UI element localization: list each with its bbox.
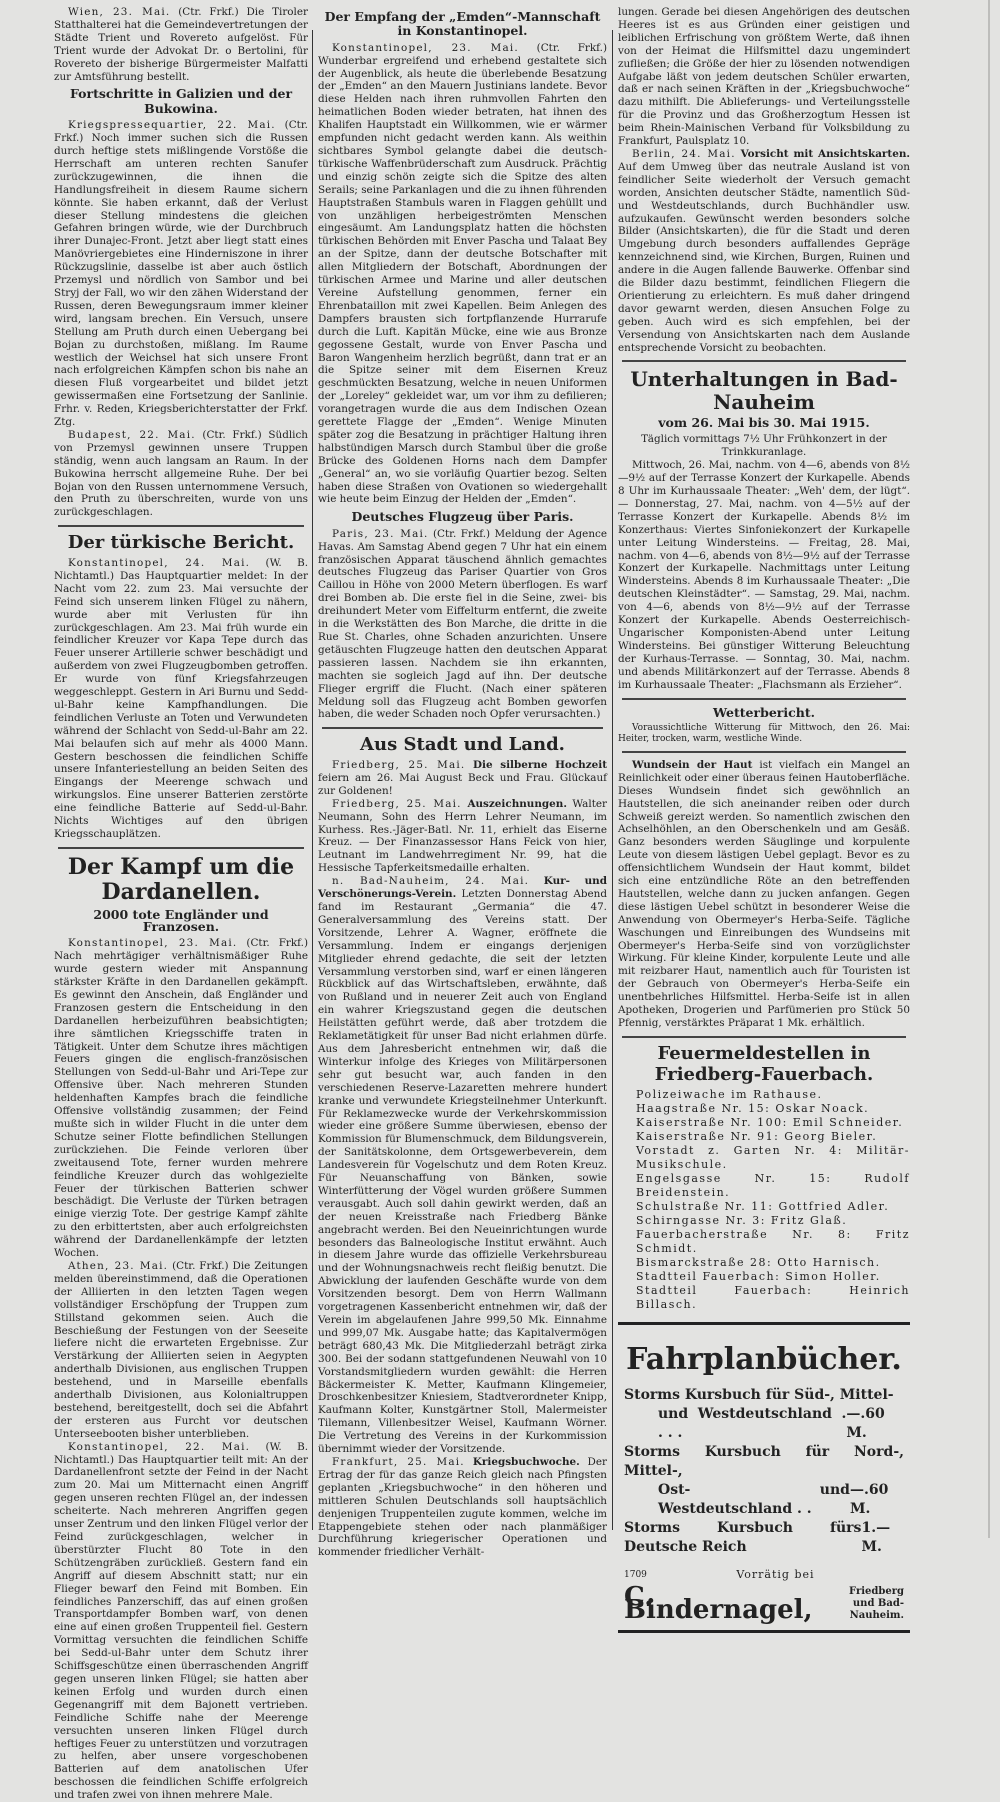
divider [622, 698, 906, 700]
article-keyword: Vorsicht mit Ansichtskarten. [735, 147, 910, 160]
article-paragraph [54, 1441, 308, 1802]
article-paragraph [618, 148, 910, 355]
divider [622, 751, 906, 753]
list-item: Schirngasse Nr. 3: Fritz Glaß. [636, 1214, 848, 1228]
article-keyword: Kriegsbuchwoche. [464, 1455, 580, 1468]
headline: Fortschritte in Galizien und der Bukowina. [69, 86, 293, 116]
list-item: Stadtteil Fauerbach: Simon Holler. [636, 1270, 881, 1284]
dateline: Wien, 23. Mai. [68, 6, 171, 18]
article-paragraph [54, 429, 308, 519]
ad-title: Fahrplanbücher. [626, 1342, 902, 1378]
article-text: (Ctr. Frkf.) Südlich von Przemysl gewinnen unsere Truppen ständig, wenn auch langsam an Raum. In der Bukowina herrscht allgemeine Ruhe. Der bei Bojan von den Russen unternommene Versuch, den Pruth zu überschreiten, wurde von uns zurückgeschlagen. [54, 428, 308, 519]
article-paragraph [54, 6, 308, 83]
headline: Deutsches Flugzeug über Paris. [351, 509, 574, 525]
article-text: lungen. Gerade bei diesen Angehörigen des deutschen Heeres ist es aus Gründen einer geistigen und leiblichen Erfrischung von größtem Werte, daß ihnen von der Heimat die Hilfsmittel dazu ungemindert zufließen; die Größe der hier zu lösenden notwendigen Aufgabe läßt von jedem deutschen Schüler erwarten, daß er nach seinen Kräften in der „Kriegsbuchwoche“ dazu mithilft. Die Ablieferungs- und Verteilungsstelle für die Provinz und das Großherzogtum Hessen ist beim Rhein-Mainischen Verband für Volksbildung zu Frankfurt, Paulsplatz 10. [618, 6, 910, 148]
ad-price: 1.— M. [861, 1519, 891, 1555]
article-text: (Ctr. Frkf.) Die Tiroler Statthalterei hat die Gemeindevertretungen der Städte Trient und Rovereto aufgelöst. Für Trient wurde der Advokat Dr. o Bertolini, für Rovereto der bisherige Bürgermeister Malfatti zur Amtsführung bestellt. [54, 6, 308, 83]
ad-row-line [624, 1481, 904, 1519]
list-item: Schulstraße Nr. 11: Gottfried Adler. [636, 1200, 890, 1214]
dateline: Paris, 23. Mai. [332, 527, 429, 540]
ad-price: —.60 M. [846, 1405, 885, 1441]
ad-firm: C. Bindernagel, [624, 1581, 813, 1625]
list-item: Fauerbacherstraße Nr. 8: Fritz Schmidt. [636, 1228, 910, 1256]
ad-item: und Westdeutschland . . . . [658, 1405, 847, 1441]
dateline: Budapest, 22. Mai. [68, 428, 196, 441]
divider [622, 360, 906, 362]
article-keyword: Die silberne Hochzeit [465, 759, 607, 772]
article-paragraph [618, 459, 910, 691]
column-right [618, 6, 910, 1633]
ad-row-line [624, 1405, 904, 1443]
dateline: Konstantinopel, 23. Mai. [332, 41, 519, 54]
dateline: Friedberg, 25. Mai. [332, 797, 462, 810]
ad-places: Friedberg und Bad-Nauheim. [849, 1585, 904, 1621]
ad-number: 1709 [624, 1569, 647, 1580]
subheadline: vom 26. Mai bis 30. Mai 1915. [658, 415, 870, 431]
list-item: Polizeiwache im Rathause. [636, 1088, 823, 1102]
ad-price: —.60 M. [849, 1481, 889, 1517]
dateline: Frankfurt, 25. Mai. [332, 1455, 465, 1468]
notice: Täglich vormittags 7½ Uhr Frühkonzert in der Trinkkuranlage. [641, 433, 887, 459]
article-text: feiern am 26. Mai August Beck und Frau. Glückauf zur Goldenen! [318, 771, 607, 797]
advertisement-fahrplanbuecher [618, 1322, 910, 1632]
article-text: (Ctr. Frkf.) Meldung der Agence Havas. Am Samstag Abend gegen 7 Uhr hat ein einem französischen Apparat täuschend ähnlich gemachtes deutsches Flugzeug das Pariser Quartier von Gros Caillou in Höhe von 2000 Metern überflogen. Es warf drei Bomben ab. Die erste fiel in die Seine, zwei- bis dreihundert Meter vom Eiffelturm entfernt, die zweite in die Werkstätten des Bon Marche, die dritte in die Rue St. Charles, ohne Schaden anzurichten. Unsere getäuschten Flugzeuge hatten den deutschen Apparat passieren lassen. Nachdem sie ihn erkannten, machten sie sogleich Jagd auf ihn. Der deutsche Flieger ergriff die Flucht. (Nach einer späteren Meldung soll das Flugzeug acht Bomben geworfen haben, die weder Schaden noch Opfer verursachten.) [318, 527, 607, 721]
ad-available: Vorrätig bei [736, 1567, 815, 1581]
dateline: Konstantinopel, 22. Mai. [68, 1440, 251, 1453]
article-text: Auf dem Umweg über das neutrale Ausland ist von feindlicher Seite wiederholt der Versuch gemacht worden, Ansichten deutscher Städte, namentlich Süd- und Westdeutschlands, durch Buchhändler usw. aufzukaufen. Gewünscht werden besonders solche Bilder (Ansichtskarten), die für die Stadt und deren Umgebung durch besonders auffallendes Gepräge kennzeichnend sind, wie Kirchen, Burgen, Ruinen und andere in die Augen fallende Bauwerke. Offenbar sind die Bilder dazu bestimmt, feindlichen Fliegern die Orientierung zu erleichtern. Es muß daher dringend davor gewarnt werden, diesen Ansuchen Folge zu geben. Auch wird es sich empfehlen, bei der Versendung von Ansichtskarten nach dem Auslande entsprechende Vorsicht zu beobachten. [618, 160, 910, 354]
list-item: Kaiserstraße Nr. 91: Georg Bieler. [636, 1130, 878, 1144]
divider [322, 727, 603, 729]
list-item: Stadtteil Fauerbach: Heinrich Billasch. [636, 1284, 910, 1312]
list-item: Bismarckstraße 28: Otto Harnisch. [636, 1256, 881, 1270]
dateline: Athen, 23. Mai. [68, 1259, 169, 1272]
article-paragraph [54, 119, 308, 429]
page-edge [988, 0, 990, 1538]
article-paragraph [318, 1456, 607, 1559]
ad-row-line [624, 1386, 904, 1405]
dateline: Konstantinopel, 23. Mai. [68, 937, 238, 950]
article-keyword: Wundsein der Haut [632, 758, 753, 771]
article-paragraph [618, 759, 910, 1030]
headline: Unterhaltungen in Bad-Nauheim [630, 367, 898, 415]
column-middle [318, 6, 607, 1559]
column-divider [312, 30, 313, 1530]
article-text: (Ctr. Frkf.) Die Zeitungen melden übereinstimmend, daß die Operationen der Alliierten in den letzten Tagen wegen vollständiger Erschöpfung der Truppen zum Stillstand gekommen seien. Auch die Beschießung der Festungen von der Seeseite liefere nicht die erwarteten Ergebnisse. Zur Verstärkung der Alliierten seien in Aegypten anderthalb Divisionen, aus englischen Truppen bestehend, und in Marseille ebenfalls anderthalb Divisionen, aus Kolonialtruppen bestehend, bereitgestellt, doch sei die Abfahrt der ersteren aus Furcht vor deutschen Unterseebooten bisher unterblieben. [54, 1259, 308, 1440]
headline: Der Kampf um die Dardanellen. [67, 853, 295, 906]
headline: Aus Stadt und Land. [360, 734, 565, 756]
article-paragraph [54, 937, 308, 1260]
article-paragraph [318, 759, 607, 798]
ad-item: Storms Kursbuch für Süd-, Mittel- [624, 1386, 894, 1403]
article-paragraph [318, 528, 607, 722]
divider [58, 847, 304, 849]
article-paragraph [54, 557, 308, 841]
headline: Wetterbericht. [713, 704, 815, 720]
article-keyword: Auszeichnungen. [461, 797, 567, 810]
article-paragraph [54, 1260, 308, 1441]
article-text: Der Ertrag der für das ganze Reich gleich nach Pfingsten geplanten „Kriegsbuchwoche“ in den höheren und mittleren Schulen Deutschlands soll hauptsächlich denjenigen Truppenteilen zugute kommen, welche im Etappengebiete stehen oder nach planmäßiger Durchführung kriegerischer Operationen und kommender friedlicher Verhält- [318, 1455, 608, 1559]
headline: Feuermeldestellen in Friedberg-Fauerbach. [654, 1042, 874, 1085]
headline: Der Empfang der „Emden“-Mannschaft in Konstantinopel. [324, 9, 601, 39]
weather-text: Voraussichtliche Witterung für Mittwoch, den 26. Mai: Heiter, trocken, warm, westliche Winde. [618, 722, 910, 744]
dateline: n. Bad-Nauheim, 24. Mai. [332, 875, 530, 888]
article-keyword: Kur- und Verschönerungs-Verein. [318, 875, 607, 901]
headline: Der türkische Bericht. [67, 532, 295, 554]
article-text: (Ctr. Frkf.) Nach mehrtägiger verhältnismäßiger Ruhe wurde gestern wieder mit Anspannung stärkster Kräfte in den Dardanellen gekämpft. Es gewinnt den Anschein, daß Engländer und Franzosen gestern die Entscheidung in den Dardanellen herbeizuführen beabsichtigten; ihre sämtlichen Kriegsschiffe traten in Tätigkeit. Unter dem Schutze ihres mächtigen Feuers gingen die englisch-französischen Stellungen von Sedd-ul-Bahr und Ari-Tepe zur Offensive über. Nach mehreren Stunden heldenhaften Kampfes brach die feindliche Offensive vollständig zusammen; der Feind mußte sich in wilder Flucht in die unter dem Schutze seiner Flotte befindlichen Stellungen zurückziehen. Die Feinde verloren über zweitausend Tote, ferner wurden mehrere feindliche Kreuzer durch das wohlgezielte Feuer der türkischen Batterien schwer beschädigt. Die Verluste der Türken betragen einige vierzig Tote. Der gestrige Kampf zählte zu den erbittertsten, aber auch erfolgreichsten während der Dardanellenkämpfe der letzten Wochen. [54, 937, 308, 1260]
article-paragraph [318, 798, 607, 875]
article-text: (W. B. Nichtamtl.) Das Hauptquartier meldet: In der Nacht vom 22. zum 23. Mai versuchte der Feind sich unserem linken Flügel zu nähern, wurde aber mit Verlusten für ihn zurückgeschlagen. Am 23. Mai früh wurde ein feindlicher Kreuzer vor Kapa Tepe durch das Feuer unserer Artillerie schwer beschädigt und außerdem von zwei Flugzeugbomben getroffen. Er wurde von fünf Kriegsfahrzeugen weggeschleppt. Gestern in Ari Burnu und Sedd-ul-Bahr keine Kampfhandlungen. Die feindlichen Verluste an Toten und Verwundeten während der Schlacht von Sedd-ul-Bahr am 22. Mai belaufen sich auf mehr als 4000 Mann. Gestern beschossen die feindlichen Schiffe unsere Infanteriestellung an beiden Seiten des Eingangs der Meerenge schwach und wirkungslos. Eine unserer Batterien zerstörte eine feindliche Batterie auf Sedd-ul-Bahr. Nichts Wichtiges auf den übrigen Kriegsschauplätzen. [54, 556, 309, 840]
list-item: Engelsgasse Nr. 15: Rudolf Breidenstein. [636, 1172, 910, 1200]
fire-alarm-list [618, 1088, 910, 1312]
subheadline: 2000 tote Engländer und Franzosen. [93, 906, 269, 935]
ad-row-line [624, 1443, 904, 1481]
article-paragraph [318, 875, 607, 1456]
article-text: Mittwoch, 26. Mai, nachm. von 4—6, abends von 8½—9½ auf der Terrasse Konzert der Kurkapelle. Abends 8 Uhr im Kurhaussaale Theater: „Weh' dem, der lügt“. — Donnerstag, 27. Mai, nachm. von 4—5½ auf der Terrasse Konzert der Kurkapelle. Abends 8½ im Konzerthaus: Viertes Sinfoniekonzert der Kurkapelle unter Leitung Windersteins. — Freitag, 28. Mai, nachm. von 4—6, abends von 8½—9½ auf der Terrasse Konzert der Kurkapelle. Nachmittags unter Leitung Windersteins. Abends 8 im Kurhaussaale Theater: „Die deutschen Kleinstädter“. — Samstag, 29. Mai, nachm. von 4—6, abends von 8½—9½ auf der Terrasse Konzert der Kurkapelle. Abends Oesterreichisch-Ungarischer Komponisten-Abend unter Leitung Windersteins. Bei günstiger Witterung Beleuchtung der Kurhaus-Terrasse. — Sonntag, 30. Mai, nachm. und abends Militärkonzert auf der Terrasse. Abends 8 im Kurhaussaale Theater: „Flachsmann als Erzieher“. [618, 459, 910, 691]
article-paragraph [618, 6, 910, 148]
dateline: Konstantinopel, 24. Mai. [68, 556, 251, 569]
divider [58, 525, 304, 527]
article-text: ist vielfach ein Mangel an Reinlichkeit oder einer überaus feinen Hautoberfläche. Dieses Wundsein findet sich gewöhnlich an Hautstellen, die sich aneinander reiben oder durch Schweiß gereizt werden. So namentlich zwischen den Achselhöhlen, an den Oberschenkeln und am Gesäß. Ganz besonders werden Säuglinge und korpulente Leute von diesem lästigen Uebel geplagt. Bevor es zu offensichtlichem Wundsein der Haut kommt, bildet sich eine entzündliche Röte an den betreffenden Hautstellen, welche dann zu jucken anfangen. Gegen diese lästigen Uebel schützt in besonderer Weise die Anwendung von Obermeyer's Herba-Seife. Tägliche Waschungen und Einreibungen des Wundseins mit Obermeyer's Herba-Seife sind von vorzüglichster Wirkung. Für kleine Kinder, korpulente Leute und alle mit reizbarer Haut, namentlich auch für Touristen ist der Gebrauch von Obermeyer's Herba-Seife ein unentbehrliches Hilfsmittel. Herba-Seife ist in allen Apotheken, Drogerien und Parfümerien pro Stück 50 Pfennig, verstärktes Präparat 1 Mk. erhältlich. [618, 758, 910, 1029]
dateline: Friedberg, 25. Mai. [332, 759, 466, 772]
list-item: Haagstraße Nr. 15: Oskar Noack. [636, 1102, 870, 1116]
column-divider [612, 30, 613, 1530]
dateline: Kriegspressequartier, 22. Mai. [68, 119, 276, 132]
ad-item: Ost- und Westdeutschland . . [658, 1481, 850, 1517]
ad-item: Storms Kursbuch fürs Deutsche Reich [624, 1519, 862, 1555]
article-text: (W. B. Nichtamtl.) Das Hauptquartier teilt mit: An der Dardanellenfront setzte der Feind in der Nacht zum 20. Mai um Mitternacht einen Angriff gegen unseren rechten Flügel an, der indessen scheiterte. Nach mehreren Angriffen gegen unser Zentrum und den linken Flügel verlor der Feind zurückgeschlagen, welcher in überstürzter Flucht 80 Tote in den Schützengräben zurückließ. Gestern fand ein Angriff auf diesem Abschnitt statt; nur ein Flieger bewarf den Feind mit Bomben. Ein feindliches Panzerschiff, das auf einen großen Transportdampfer Bomben warf, von denen eine auf einen großen Truppenteil fiel. Gestern Vormittag versuchten die feindlichen Schiffe bei Sedd-ul-Bahr unter dem Schutz ihrer Schiffsgeschütze einen überraschenden Angriff gegen unseren linken Flügel; sie hatten aber keinen Erfolg und wurden durch einen Gegenangriff mit dem Bajonett vertrieben. Feindliche Schiffe nahe der Meerenge versuchten unseren linken Flügel durch heftiges Feuer zu unterstützen und vorzutragen zu helfen, aber unsere vorgeschobenen Batterien auf dem anatolischen Ufer beschossen die feindlichen Schiffe erfolgreich und trafen zwei von ihnen mehrere Male. [54, 1440, 309, 1802]
column-left [54, 6, 308, 1802]
article-paragraph [318, 42, 607, 507]
divider [622, 1036, 906, 1038]
article-text: (Ctr. Frkf.) Wunderbar ergreifend und erhebend gestaltete sich der Augenblick, als heute die überlebende Besatzung der „Emden“ an den Mauern Justinians landete. Bevor diese Helden nach ihren ruhmvollen Fahrten den heimatlichen Boden wieder betraten, hat ihnen des Khalifen Hauptstadt ein Willkommen, wie er wärmer empfunden nicht gedacht werden kann. Als weithin sichtbares Symbol gelangte dabei die deutsch-türkische Waffenbrüderschaft zum Ausdruck. Prächtig und einzig schön zeigte sich die Spitze des alten Serails; seine Parkanlagen und die zu ihnen führenden Hauptstraßen Stambuls waren in Flaggen gehüllt und von unzähligen herbeigeströmten Menschen eingesäumt. Am Landungsplatz hatten die höchsten türkischen Behörden mit Enver Pascha und Talaat Bey an der Spitze, dann der deutsche Botschafter mit allen Mitgliedern der Botschaft, Abordnungen der türkischen Armee und Marine und aller deutschen Vereine Aufstellung genommen, ferner ein Ehrenbataillon mit zwei Kapellen. Beim Anlegen des Dampfers brausten sich fortpflanzende Hurrarufe durch die Luft. Kapitän Mücke, eine wie aus Bronze gegossene Gestalt, wurde von Enver Pascha und Baron Wangenheim herzlich begrüßt, dann trat er an die Spitze seiner mit dem Eisernen Kreuz geschmückten Besatzung, welche in neuen Uniformen der „Loreley“ gekleidet war, um vor ihm zu defilieren; vorangetragen wurde die aus dem Indischen Ozean gerettete Flagge der „Emden“. Wenige Minuten später zog die Besatzung in prächtiger Haltung ihren halbstündigen Marsch durch Stambul über die große Brücke des Goldenen Horns nach dem Dampfer „General“ an, wo sie vorläufig Quartier bezog. Selten haben diese Straßen von Ovationen so wiedergehallt wie heute beim Einzug der Helden der „Emden“. [318, 41, 607, 506]
article-text: Walter Neumann, Sohn des Herrn Lehrer Neumann, im Kurhess. Res.-Jäger-Batl. Nr. 11, erhielt das Eiserne Kreuz. — Der Finanzassessor Hans Feick von hier, Leutnant im Landwehrregiment Nr. 99, hat die Hessische Tapferkeitsmedaille erhalten. [318, 797, 607, 875]
article-text: (Ctr. Frkf.) Noch immer suchen sich die Russen durch heftige stets mißlingende Vorstöße die Herrschaft am unteren rechten Sanufer zurückzugewinnen, die ihnen die Handlungsfreiheit in diesem Raume sichern könnte. Sie haben erkannt, daß der Verlust dieser Stellung mindestens die gleichen Gefahren bringen würde, wie der Durchbruch ihrer Dunajec-Front. Jetzt aber liegt statt eines Manövriergebietes eine Hinderniszone in ihrer Rückzugslinie, dasselbe ist aber auch östlich Przemysl und nördlich von Sambor und bei Stryj der Fall, wo wir den zähen Widerstand der Russen, deren Bewegungsraum immer kleiner wird, langsam brechen. Ein Versuch, unsere Stellung am Pruth durch einen Uebergang bei Bojan zu durchstoßen, mißlang. Im Raume westlich der Weichsel hat sich unsere Front nach erfolgreichen Kämpfen schon bis nahe an diesen Fluß vorgearbeitet und bildet jetzt gewissermaßen eine Fortsetzung der Sanlinie. Frhr. v. Reden, Kriegsberichterstatter der Frkf. Ztg. [54, 119, 308, 429]
list-item: Kaiserstraße Nr. 100: Emil Schneider. [636, 1116, 904, 1130]
article-text: Letzten Donnerstag Abend fand im Restaurant „Germania“ die 47. Generalversammlung des Vereins statt. Der Vorsitzende, Lehrer A. Wagner, eröffnete die Versammlung. Indem er eingangs derjenigen Mitglieder ehrend gedachte, die seit der letzten Versammlung verstorben sind, warf er einen längeren Rückblick auf das Wirtschaftsleben, erwähnte, daß von Rußland und in neuerer Zeit auch von England ein wahrer Kriegszustand gegen die deutschen Heilstätten geführt werde, daß aber trotzdem die Reklametätigkeit für unser Bad nicht erlahmen dürfe. Aus dem Jahresbericht entnehmen wir, daß die Winterkur infolge des Krieges von Militärpersonen sehr gut besucht war, auch fanden in den verschiedenen Reserve-Lazaretten mehrere hundert kranke und verwundete Kriegsteilnehmer Unterkunft. Für Reklamezwecke wurde der Verkehrskommission wieder eine größere Summe überwiesen, ebenso der Kommission für Blumenschmuck, dem Bildungsverein, der Sanitätskolonne, dem Ortsgewerbeverein, dem Landesverein für Vogelschutz und dem Roten Kreuz. Für Neuanschaffung von Bänken, sowie Winterfütterung der Vögel wurden größere Summen verausgabt. Auch soll dahin gewirkt werden, daß an der neuen Kreisstraße nach Friedberg Bänke angebracht werden. Bei den Neueinrichtungen wurde besonders das Balneologische Institut erwähnt. Auch in diesem Jahre wurde das offizielle Verkehrsbureau und der Wohnungsnachweis recht fleißig benutzt. Die Abwicklung der laufenden Geschäfte wurde von dem Vorsitzenden besorgt. Dem von Herrn Wallmann vorgetragenen Kassenbericht entnehmen wir, daß der Verein im abgelaufenen Jahre 999,50 Mk. Einnahme und 999,07 Mk. Ausgabe hatte; das Kapitalvermögen beträgt 680,43 Mk. Die Mitgliederzahl beträgt zirka 300. Bei der sodann stattgefundenen Neuwahl von 10 Vorstandsmitgliedern wurden gewählt: die Herren Bäckermeister K. Metter, Kaufmann Klingemeier, Droschkenbesitzer Kniesiem, Stadtverordneter Knipp, Kaufmann Kolter, Kunstgärtner Stoll, Malermeister Tilemann, Villenbesitzer Weisel, Kaufmann Wörner. Die Vertretung des Vereins in der Kurkommission übernimmt wieder der Vorsitzende. [318, 888, 607, 1456]
ad-item: Storms Kursbuch für Nord-, Mittel-, [624, 1443, 904, 1479]
list-item: Vorstadt z. Garten Nr. 4: Militär-Musikschule. [636, 1144, 910, 1172]
dateline: Berlin, 24. Mai. [632, 147, 736, 160]
